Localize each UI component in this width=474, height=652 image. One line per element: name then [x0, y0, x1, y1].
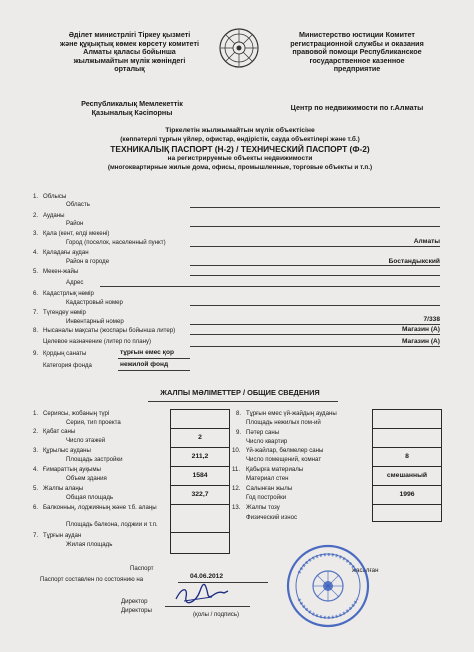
field-label-kz: Облысы	[43, 193, 67, 200]
purpose-num: 8.	[33, 327, 39, 334]
header-left-line: орталық	[114, 64, 145, 74]
fund-label: Қордың санаты	[43, 350, 87, 357]
header-right-line: предприятие	[333, 64, 381, 74]
info-num: 9.	[236, 429, 242, 436]
header-right-line: государственное казенное	[309, 55, 405, 65]
title-main: ТЕХНИКАЛЫҚ ПАСПОРТ (Н-2) / ТЕХНИЧЕСКИЙ ПАСПОРТ (Ф-2)	[110, 144, 370, 154]
field-label-kz: Кадастрлық нөмір	[43, 290, 94, 297]
info-label-ru: Жилая площадь	[66, 541, 113, 548]
director-signature-icon	[172, 583, 232, 605]
purpose-value: Магазин (А)	[401, 326, 440, 333]
info-label-kz: Балконның, лоджияның және т.б. алаңы	[43, 504, 157, 511]
box-divider	[171, 447, 229, 448]
info-label-ru: Серия, тип проекта	[66, 419, 121, 426]
field-label-ru: Район	[66, 220, 84, 227]
field-line	[190, 226, 440, 227]
info-num: 11.	[232, 466, 241, 473]
box-divider	[171, 532, 229, 533]
footer-director-kz: Директоры	[121, 607, 152, 614]
field-line	[190, 207, 440, 208]
info-value-volume: 1584	[192, 472, 208, 479]
general-info-title: ЖАЛПЫ МӘЛІМЕТТЕР / ОБЩИЕ СВЕДЕНИЯ	[160, 388, 320, 397]
left-values-box	[170, 409, 230, 554]
field-line	[190, 246, 440, 247]
info-label-ru: Число этажей	[66, 437, 106, 444]
info-num: 10.	[232, 447, 241, 454]
field-line	[190, 265, 440, 266]
field-line	[190, 324, 440, 325]
info-label-kz: Сериясы, жобаның түрі	[43, 410, 110, 417]
info-label-ru: Материал стен	[246, 475, 289, 482]
info-label-kz: Қабат саны	[43, 428, 76, 435]
right-values-box	[372, 409, 442, 522]
field-num: 2.	[33, 212, 39, 219]
official-seal-icon	[285, 543, 371, 629]
purpose-label: Целевое назначение (литер по плану)	[43, 338, 152, 345]
purpose-value: Магазин (А)	[401, 338, 440, 345]
field-label-ru: Кадастровый номер	[66, 299, 123, 306]
field-label-kz: Қаладағы аудан	[43, 249, 89, 256]
info-num: 12.	[232, 485, 241, 492]
field-label-ru: Город (поселок, населенный пункт)	[66, 239, 166, 246]
header-right-line: регистрационной службы и оказания	[290, 38, 424, 48]
info-label-ru: Физический износ	[246, 514, 298, 521]
box-divider	[373, 447, 441, 448]
footer-compiled-kz: жасалған	[352, 567, 379, 574]
box-divider	[171, 504, 229, 505]
info-label-ru: Число квартир	[246, 438, 288, 445]
info-num: 13.	[232, 504, 241, 511]
info-label-ru: Год постройки	[246, 494, 287, 501]
info-label-ru: Общая площадь	[66, 494, 114, 501]
info-num: 2.	[33, 428, 39, 435]
info-num: 4.	[33, 466, 39, 473]
title-line-ru-2: (многоквартирные жилые дома, офисы, промышленные, торговые объекты и т.п.)	[107, 163, 373, 171]
purpose-label: Нысаналы мақсаты (жоспары бойынша литер)	[43, 327, 176, 334]
field-line	[190, 346, 440, 347]
footer-passport-label: Паспорт	[130, 565, 154, 572]
field-line	[190, 305, 440, 306]
info-label-ru: Площадь балкона, лоджии и т.п.	[66, 521, 158, 528]
field-value-inventory: 7/338	[423, 316, 440, 323]
header-left-line: Әділет министрлігі Тіркеу қызметі	[68, 30, 191, 39]
info-label-ru: Площадь нежилых пом-ий	[246, 419, 321, 426]
field-num: 6.	[33, 290, 39, 297]
field-label-kz: Ауданы	[43, 212, 65, 219]
box-divider	[373, 428, 441, 429]
info-label-ru: Площадь застройки	[66, 456, 123, 463]
footer-director-ru: Директор	[121, 598, 148, 605]
fund-value: нежилой фонд	[120, 361, 169, 368]
footer-date: 04.06.2012	[190, 573, 224, 580]
header-left-enterprise-line: Қазыналық Кәсіпорны	[91, 107, 173, 117]
field-line	[118, 370, 190, 371]
header-left-enterprise-line: Республикалық Мемлекеттік	[81, 99, 183, 108]
info-label-kz: Пәтер саны	[246, 429, 280, 436]
title-line-kz: Тіркелетін жылжымайтын мүлік объектісіне	[165, 127, 315, 134]
info-num: 3.	[33, 447, 39, 454]
info-value-floors: 2	[198, 434, 202, 441]
fund-label: Категория фонда	[43, 362, 92, 369]
info-num: 7.	[33, 532, 39, 539]
field-label-kz: Мекен-жайы	[43, 268, 79, 275]
box-divider	[171, 485, 229, 486]
info-label-kz: Тұрғын емес үй-жайдың ауданы	[246, 410, 337, 417]
box-divider	[373, 466, 441, 467]
field-value-district: Бостандыкский	[388, 258, 440, 265]
box-divider	[171, 428, 229, 429]
fund-value: тұрғын емес қор	[120, 349, 175, 356]
fund-num: 9.	[33, 350, 39, 357]
info-num: 8.	[236, 410, 242, 417]
info-value-built-area: 211,2	[191, 453, 209, 460]
document-title	[30, 127, 450, 172]
header-left-line: және құқықтық көмек көрсету комитеті	[60, 38, 199, 48]
field-num: 1.	[33, 193, 39, 200]
header-right-line: правовой помощи Республиканское	[292, 47, 422, 57]
info-value-total-area: 322,7	[191, 491, 209, 498]
field-line	[190, 334, 440, 335]
box-divider	[373, 485, 441, 486]
header-right-line: Министерство юстиции Комитет	[299, 30, 415, 39]
header-right-ministry	[262, 31, 452, 74]
field-label-kz: Қала (кент, елді мекені)	[43, 230, 110, 237]
box-divider	[171, 466, 229, 467]
footer-signature-note: (қолы / подпись)	[193, 611, 240, 618]
info-label-kz: Құрылыс ауданы	[43, 447, 91, 454]
field-label-ru: Адрес	[66, 279, 84, 286]
info-label-kz: Жалпы алаңы	[43, 485, 84, 492]
info-label-kz: Қабырға материалы	[246, 466, 304, 473]
header-left-line: жылжымайтын мүлік жөніндегі	[73, 55, 186, 65]
info-value-wall-material: смешанный	[386, 472, 428, 479]
field-label-ru: Инвентарный номер	[66, 318, 124, 325]
info-value-year-built: 1996	[399, 491, 415, 498]
field-label-kz: Түгендеу нөмір	[43, 309, 86, 316]
state-emblem-icon	[219, 27, 259, 69]
header-right-enterprise: Центр по недвижимости по г.Алматы	[290, 103, 424, 112]
info-label-kz: Ғимараттың ауқымы	[43, 466, 101, 473]
signature-line	[165, 606, 250, 607]
info-num: 5.	[33, 485, 39, 492]
info-label-ru: Объем здания	[66, 475, 107, 482]
field-line	[100, 286, 440, 287]
info-label-kz: Тұрғын аудан	[43, 532, 82, 539]
general-title-rule	[148, 401, 338, 402]
title-line-ru: на регистрируемые объекты недвижимости	[167, 155, 313, 162]
field-label-ru: Район в городе	[66, 258, 110, 265]
info-num: 6.	[33, 504, 39, 511]
field-line	[190, 275, 440, 276]
title-line-kz-2: (көппәтерлі тұрғын үйлер, офистар, өндірістік, сауда объектілері және т.б.)	[120, 135, 360, 143]
info-label-ru: Число помещений, комнат	[246, 456, 322, 463]
field-num: 7.	[33, 309, 39, 316]
header-left-ministry	[42, 31, 217, 74]
info-label-kz: Жалпы тозу	[246, 504, 280, 511]
field-num: 4.	[33, 249, 39, 256]
header-left-line: Алматы қаласы бойынша	[83, 47, 176, 57]
info-label-kz: Салынған жылы	[246, 485, 293, 492]
field-num: 5.	[33, 268, 39, 275]
header-left-enterprise	[52, 100, 212, 117]
info-label-kz: Үй-жайлар, бөлмелер саны	[246, 447, 324, 454]
info-value-rooms: 8	[405, 453, 409, 460]
field-num: 3.	[33, 230, 39, 237]
field-value-city: Алматы	[413, 238, 440, 245]
field-label-ru: Область	[66, 201, 90, 208]
info-num: 1.	[33, 410, 39, 417]
field-line	[118, 358, 190, 359]
box-divider	[373, 504, 441, 505]
footer-compiled-label: Паспорт составлен по состоянию на	[40, 576, 144, 583]
